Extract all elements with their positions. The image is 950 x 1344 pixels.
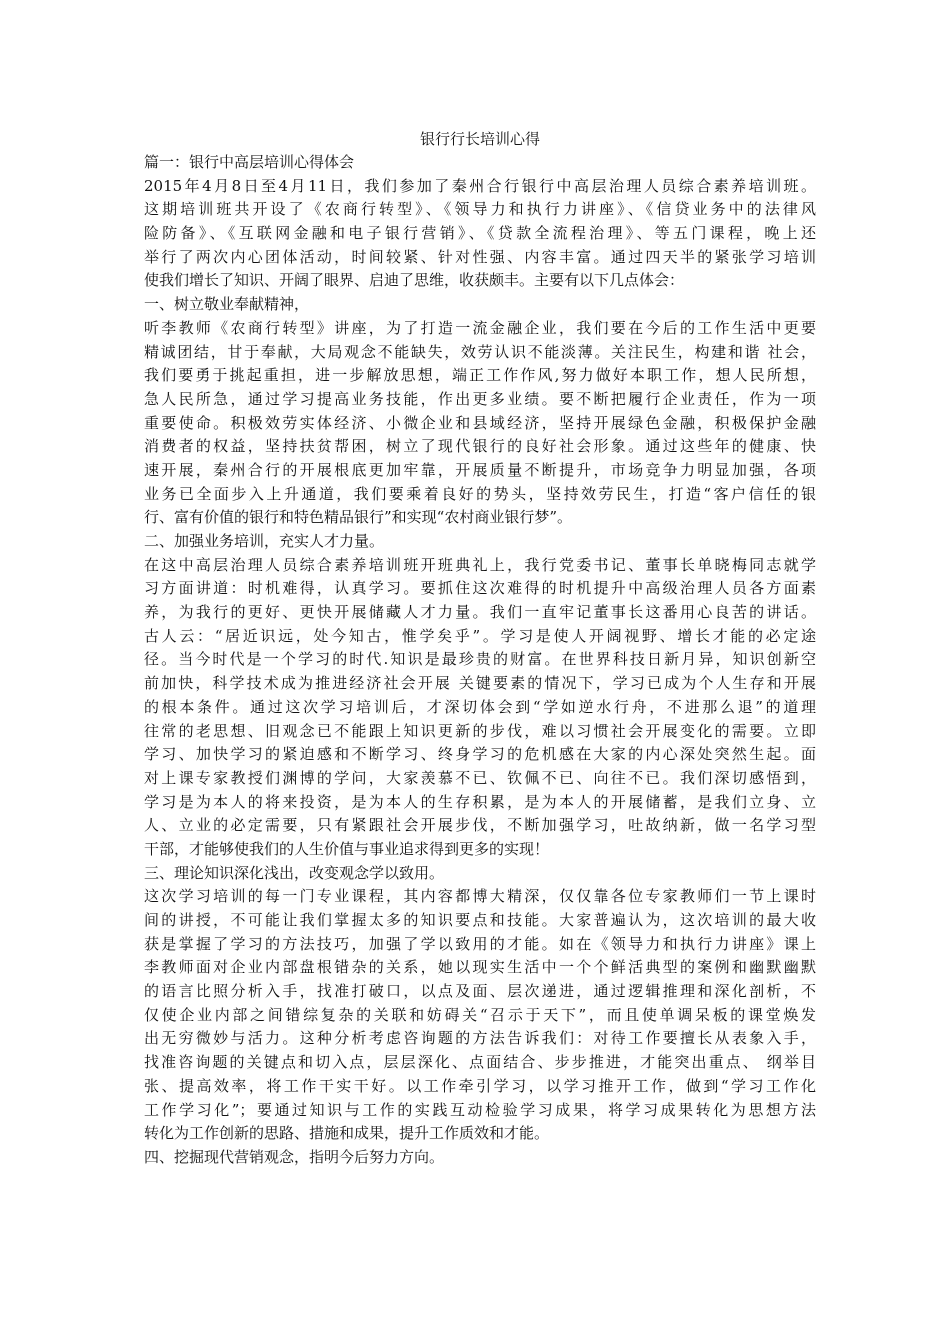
paragraph-line: 重要使命。积极效劳实体经济、小微企业和县域经济，坚持开展绿色金融，积极保护金融 (144, 413, 816, 432)
section-heading: 四、挖掘现代营销观念，指明今后努力方向。 (144, 1147, 445, 1166)
paragraph-line: 学习、加快学习的紧迫感和不断学习、终身学习的危机感在大家的内心深处突然生起。面 (144, 745, 816, 764)
paragraph-line: 找准咨询题的关键点和切入点，层层深化、点面结合、步步推进，才能突出重点、 纲举目 (144, 1053, 816, 1072)
section-heading: 篇一：银行中高层培训心得体会 (144, 153, 355, 171)
paragraph-line: 转化为工作创新的思路、措施和成果，提升工作质效和才能。 (144, 1124, 550, 1143)
paragraph-line: 李教师面对企业内部盘根错杂的关系，她以现实生活中一个个鲜活典型的案例和幽默幽默 (144, 958, 816, 977)
paragraph-line: 急人民所急，通过学习提高业务技能，作出更多业绩。要不断把履行企业责任，作为一项 (144, 389, 816, 408)
paragraph-line: 出无穷微妙与活力。这种分析考虑咨询题的方法告诉我们：对待工作要擅长从表象入手， (144, 1029, 816, 1048)
paragraph-line: 2015年4月8日至4月11日，我们参加了秦州合行银行中高层治理人员综合素养培训班。 (144, 176, 816, 195)
section-heading: 一、树立敬业奉献精神， (144, 295, 310, 314)
paragraph-line: 往常的老思想、旧观念已不能跟上知识更新的步伐，难以习惯社会开展变化的需要。立即 (144, 721, 816, 740)
document-body (144, 151, 816, 1170)
document-title: 银行行长培训心得 (419, 130, 540, 148)
paragraph-line: 这期培训班共开设了《农商行转型》、《领导力和执行力讲座》、《信贷业务中的法律风 (144, 200, 816, 219)
paragraph-line: 人、立业的必定需要，只有紧跟社会开展步伐，不断加强学习，吐故纳新，做一名学习型 (144, 816, 816, 835)
paragraph-line: 养，为我行的更好、更快开展储藏人才力量。我们一直牢记董事长这番用心良苦的讲话。 (144, 603, 816, 622)
paragraph-line: 使我们增长了知识、开阔了眼界、启迪了思维，收获颇丰。主要有以下几点体会： (144, 271, 685, 290)
paragraph-line: 前加快，科学技术成为推进经济社会开展 关键要素的情况下，学习已成为个人生存和开展 (144, 674, 816, 693)
paragraph-line: 消费者的权益，坚持扶贫帮困，树立了现代银行的良好社会形象。通过这些年的健康、快 (144, 437, 816, 456)
paragraph-line: 获是掌握了学习的方法技巧，加强了学以致用的才能。如在《领导力和执行力讲座》课上 (144, 934, 816, 953)
section-heading: 三、理论知识深化浅出，改变观念学以致用。 (144, 863, 445, 882)
paragraph-line: 速开展，秦州合行的开展根底更加牢靠，开展质量不断提升，市场竞争力明显加强，各项 (144, 460, 816, 479)
paragraph-line: 习方面讲道：时机难得，认真学习。要抓住这次难得的时机提升中高级治理人员各方面素 (144, 579, 816, 598)
paragraph-line: 学习是为本人的将来投资，是为本人的生存积累，是为本人的开展储蓄，是我们立身、立 (144, 792, 816, 811)
paragraph-line: 工作学习化”；要通过知识与工作的实践互动检验学习成果，将学习成果转化为思想方法 (144, 1100, 816, 1119)
paragraph-line: 对上课专家教授们渊博的学问，大家羡慕不已、钦佩不已、向往不已。我们深切感悟到， (144, 768, 816, 787)
paragraph-line: 径。当今时代是一个学习的时代.知识是最珍贵的财富。在世界科技日新月异，知识创新空 (144, 650, 816, 669)
paragraph-line: 张、提高效率，将工作干实干好。以工作牵引学习，以学习推开工作，做到“学习工作化 (144, 1076, 816, 1095)
section-heading: 二、加强业务培训，充实人才力量。 (144, 532, 385, 550)
paragraph-line: 干部，才能够使我们的人生价值与事业追求得到更多的实现！ (144, 839, 550, 858)
paragraph-line: 在这中高层治理人员综合素养培训班开班典礼上，我行党委书记、董事长单晓梅同志就学 (144, 555, 816, 574)
paragraph-line: 险防备》、《互联网金融和电子银行营销》、《贷款全流程治理》、等五门课程，晚上还 (144, 224, 816, 243)
paragraph-line: 仅使企业内部之间错综复杂的关联和妨碍关“召示于天下”，而且使单调呆板的课堂焕发 (144, 1005, 816, 1024)
paragraph-line: 精诚团结，甘于奉献，大局观念不能缺失，效劳认识不能淡薄。关注民生，构建和谐 社会， (144, 342, 816, 361)
paragraph-line: 行、富有价值的银行和特色精品银行”和实现“农村商业银行梦”。 (144, 508, 573, 527)
paragraph-line: 间的讲授，不可能让我们掌握太多的知识要点和技能。大家普遍认为，这次培训的最大收 (144, 911, 816, 929)
paragraph-line: 古人云：“居近识远，处今知古，惟学矣乎”。学习是使人开阔视野、增长才能的必定途 (144, 626, 816, 645)
paragraph-line: 我们要勇于挑起重担，进一步解放思想，端正工作作风,努力做好本职工作，想人民所想， (144, 366, 816, 385)
paragraph-line: 的语言比照分析入手，找准打破口，以点及面、层次递进，通过逻辑推理和深化剖析，不 (144, 982, 816, 1001)
paragraph-line: 听李教师《农商行转型》讲座，为了打造一流金融企业，我们要在今后的工作生活中更要 (144, 318, 816, 337)
paragraph-line: 这次学习培训的每一门专业课程，其内容都博大精深，仅仅靠各位专家教师们一节上课时 (144, 887, 816, 906)
paragraph-line: 业务已全面步入上升通道，我们要乘着良好的势头，坚持效劳民生，打造“客户信任的银 (144, 484, 816, 503)
paragraph-line: 的根本条件。通过这次学习培训后，才深切体会到“学如逆水行舟，不进那么退”的道理 (144, 697, 816, 716)
paragraph-line: 举行了两次内心团体活动，时间较紧、针对性强、内容丰富。通过四天半的紧张学习培训 (144, 247, 816, 266)
